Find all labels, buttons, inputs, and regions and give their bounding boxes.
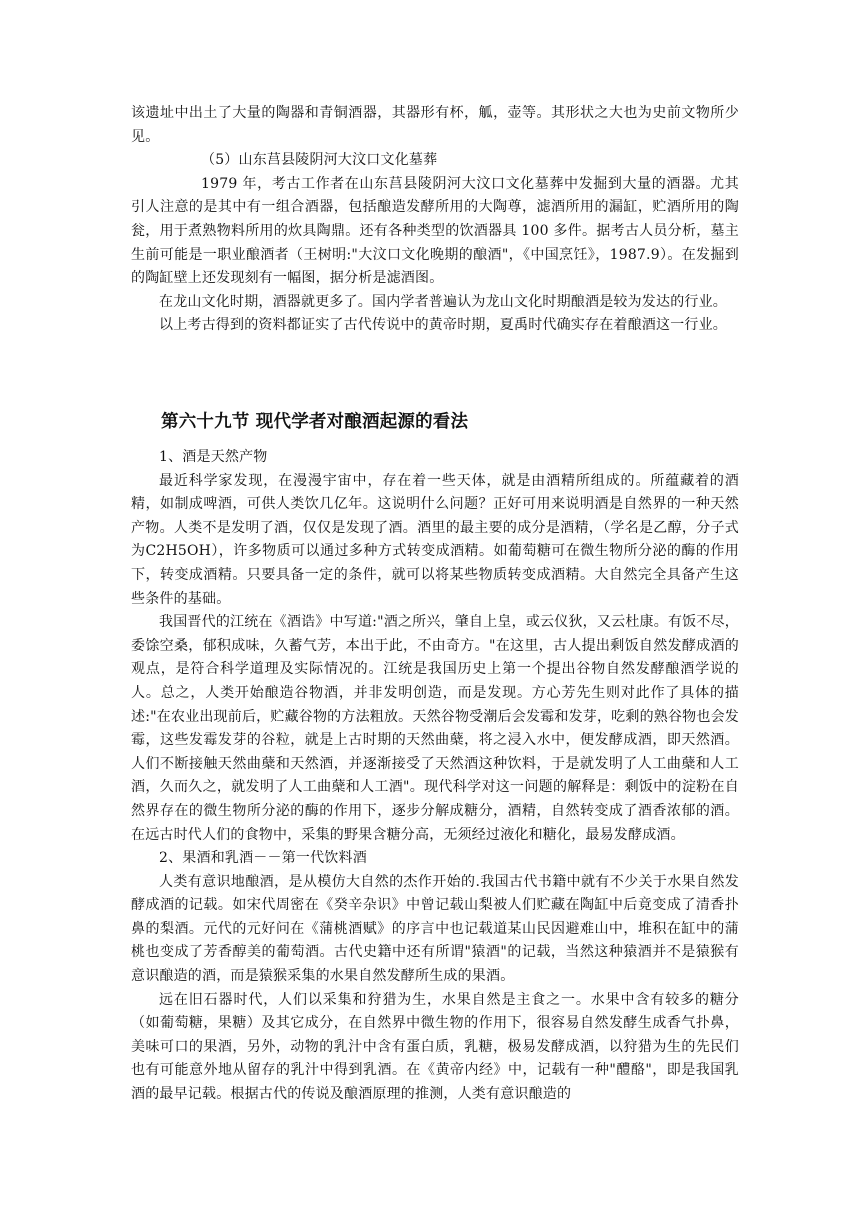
paragraph-continuation: 该遗址中出土了大量的陶器和青铜酒器，其器形有杯，觚，壶等。其形状之大也为史前文物所少见。 [131, 105, 739, 145]
subheading-dawenkou: （5）山东莒县陵阴河大汶口文化墓葬 [201, 152, 438, 169]
paragraph-longshan: 在龙山文化时期，酒器就更多了。国内学者普遍认为龙山文化时期酿酒是较为发达的行业。 [159, 293, 727, 310]
upper-text-block [131, 102, 739, 338]
paragraph-jiang-tong: 我国晋代的江统在《酒诰》中写道:"酒之所兴，肇自上皇，或云仪狄，又云杜康。有饭不尽，委馀空桑，郁积成味，久蓄气芳，本出于此，不由奇方。"在这里，古人提出剩饭自然发酵成酒的观点，是符合科学道理及实际情况的。江统是我国历史上第一个提出谷物自然发酵酿酒学说的人。总之，人类开始酿造谷物酒，并非发明创造，而是发现。方心芳先生则对此作了具体的描述:"在农业出现前后，贮藏谷物的方法粗放。天然谷物受潮后会发霉和发芽，吃剩的熟谷物也会发霉，这些发霉发芽的谷粒，就是上古时期的天然曲蘖，将之浸入水中，便发酵成酒，即天然酒。人们不断接触天然曲蘖和天然酒，并逐渐接受了天然酒这种饮料，于是就发明了人工曲蘖和人工酒，久而久之，就发明了人工曲蘖和人工酒"。现代科学对这一问题的解释是：剩饭中的淀粉在自然界存在的微生物所分泌的酶的作用下，逐步分解成糖分，酒精，自然转变成了酒香浓郁的酒。在远古时代人们的食物中，采集的野果含糖分高，无须经过液化和糖化，最易发酵成酒。 [131, 614, 739, 843]
paragraph-summary: 以上考古得到的资料都证实了古代传说中的黄帝时期，夏禹时代确实存在着酿酒这一行业。 [159, 317, 727, 334]
main-text-block [131, 446, 739, 1107]
section-heading-block [131, 407, 739, 437]
section-heading: 第六十九节 现代学者对酿酒起源的看法 [161, 412, 469, 432]
paragraph-stone-age: 远在旧石器时代，人们以采集和狩猎为生，水果自然是主食之一。水果中含有较多的糖分（如葡萄糖，果糖）及其它成分，在自然界中微生物的作用下，很容易自然发酵生成香气扑鼻，美味可口的果酒，另外，动物的乳汁中含有蛋白质，乳糖，极易发酵成酒，以狩猎为生的先民们也有可能意外地从留存的乳汁中得到乳酒。在《黄帝内经》中，记载有一种"醴酪"，即是我国乳酒的最早记载。根据古代的传说及酿酒原理的推测，人类有意识酿造的 [131, 991, 739, 1103]
paragraph-alcohol-universe: 最近科学家发现，在漫漫宇宙中，存在着一些天体，就是由酒精所组成的。所蕴藏着的酒精，如制成啤酒，可供人类饮几亿年。这说明什么问题？正好可用来说明酒是自然界的一种天然产物。人类不是发明了酒，仅仅是发现了酒。酒里的最主要的成分是酒精，（学名是乙醇，分子式为C2H5OH），许多物质可以通过多种方式转变成酒精。如葡萄糖可在微生物所分泌的酶的作用下，转变成酒精。只要具备一定的条件，就可以将某些物质转变成酒精。大自然完全具备产生这些条件的基础。 [131, 472, 739, 607]
subheading-fruit-milk-wine: 2、果酒和乳酒－－第一代饮料酒 [159, 850, 367, 867]
paragraph-fruit-wine: 人类有意识地酿酒，是从模仿大自然的杰作开始的.我国古代书籍中就有不少关于水果自然发酵成酒的记载。如宋代周密在《癸辛杂识》中曾记载山梨被人们贮藏在陶缸中后竟变成了清香扑鼻的梨酒。元代的元好问在《蒲桃酒赋》的序言中也记载道某山民因避难山中，堆积在缸中的蒲桃也变成了芳香醇美的葡萄酒。古代史籍中还有所谓"猿酒"的记载，当然这种猿酒并不是猿猴有意识酿造的酒，而是猿猴采集的水果自然发酵所生成的果酒。 [131, 873, 739, 985]
subheading-natural-product: 1、酒是天然产物 [159, 449, 268, 465]
paragraph-dawenkou: 1979 年，考古工作者在山东莒县陵阴河大汶口文化墓葬中发掘到大量的酒器。尤其引人注意的是其中有一组合酒器，包括酿造发酵所用的大陶尊，滤酒所用的漏缸，贮酒所用的陶瓮，用于煮熟物料所用的炊具陶鼎。还有各种类型的饮酒器具 100 多件。据考古人员分析，墓主生前可能是一职业酿酒者（王树明:"大汶口文化晚期的酿酒"，《中国烹饪》，1987.9）。在发掘到的陶缸壁上还发现刻有一幅图，据分析是滤酒图。 [131, 175, 739, 287]
